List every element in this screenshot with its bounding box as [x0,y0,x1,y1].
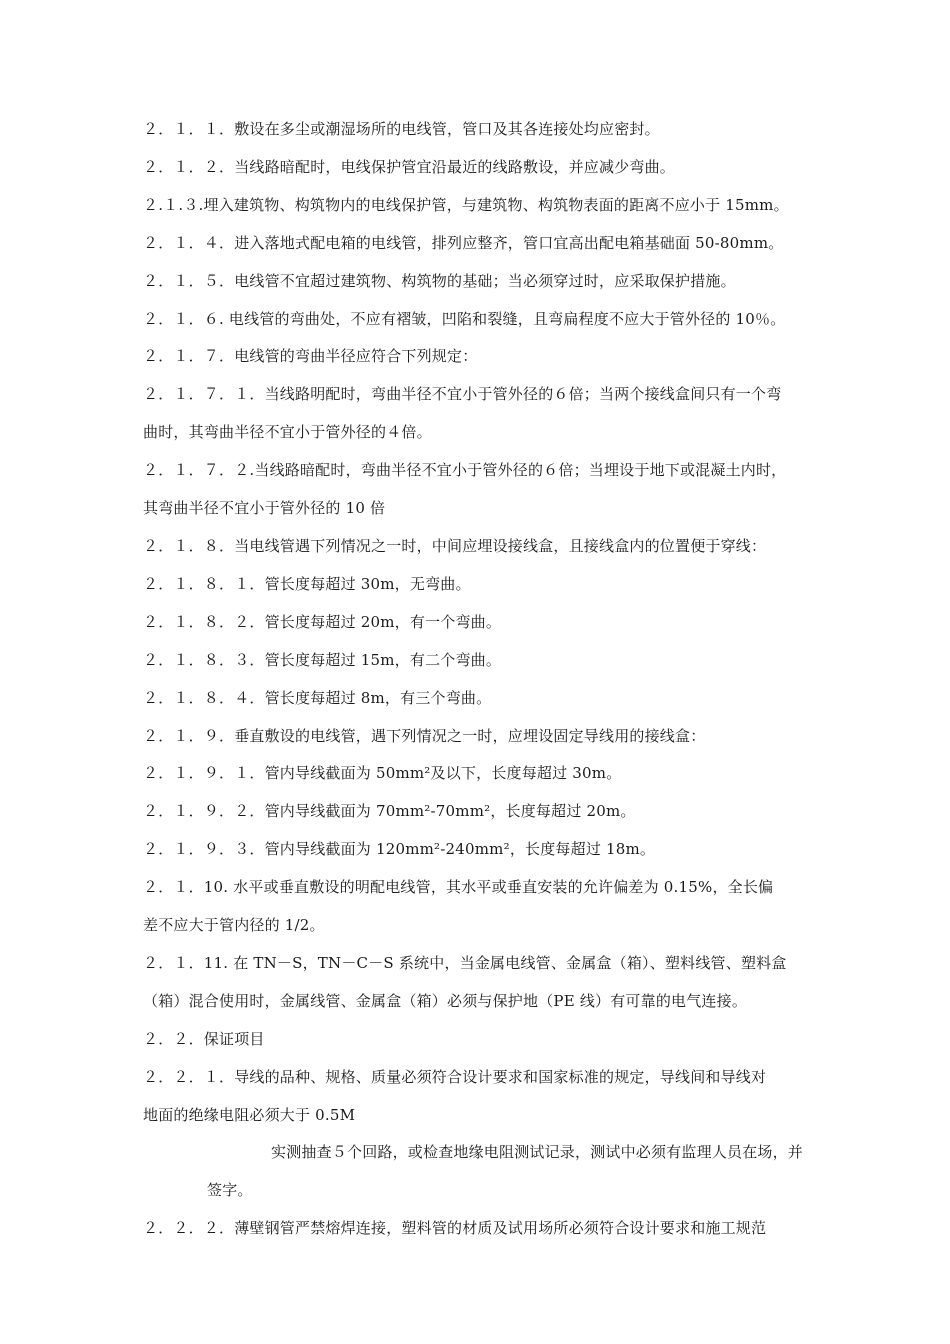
text-line: ２．１．７．电线管的弯曲半径应符合下列规定： [143,347,478,366]
paragraph-p-2-1-8-1 [143,566,808,604]
text-line: ２．１．６. 电线管的弯曲处，不应有褶皱，凹陷和裂缝，且弯扁程度不应大于管外径的 10％。 [143,309,786,328]
text-line: 地面的绝缘电阻必须大于 0.5M [143,1105,356,1124]
text-line: ２．１．10. 水平或垂直敷设的明配电线管，其水平或垂直安装的允许偏差为 0.15%，全长偏 [143,878,774,897]
text-line: ２．１．４．进入落地式配电箱的电线管，排列应整齐，管口宜高出配电箱基础面 50-80mm。 [143,233,784,252]
text-line: ２．１．９．垂直敷设的电线管，遇下列情况之一时，应埋设固定导线用的接线盒： [143,726,706,745]
paragraph-p-2-1-9-3 [143,831,808,869]
paragraph-p-2-1-10 [143,869,808,945]
text-line: 差不应大于管内径的 1/2。 [143,916,325,935]
text-line: ２．１．２．当线路暗配时，电线保护管宜沿最近的线路敷设，并应减少弯曲。 [143,157,676,176]
text-line: ２．１．８．当电线管遇下列情况之一时，中间应埋设接线盒，且接线盒内的位置便于穿线： [143,536,767,555]
text-line: ２．１．９．１．管内导线截面为 50mm²及以下，长度每超过 30m。 [143,764,622,783]
paragraph-p-2-2 [143,1021,808,1059]
text-line: ２．１．９．２．管内导线截面为 70mm²-70mm²，长度每超过 20m。 [143,802,636,821]
text-line: 签字。 [207,1181,253,1200]
text-line: ２．１．８．３．管长度每超过 15m，有二个弯曲。 [143,650,502,669]
paragraph-p-2-1-6 [143,301,808,339]
text-line: ２．１．８．２．管长度每超过 20m，有一个弯曲。 [143,612,502,631]
text-line: ２．１．８．１．管长度每超过 30m，无弯曲。 [143,574,471,593]
paragraph-p-2-1-9 [143,718,808,756]
text-line: （箱）混合使用时，金属线管、金属盒（箱）必须与保护地（PE 线）有可靠的电气连接。 [143,991,748,1010]
paragraph-p-2-1-5 [143,263,808,301]
paragraph-p-2-1-11 [143,945,808,1021]
text-line: ２．１．５．电线管不宜超过建筑物、构筑物的基础；当必须穿过时，应采取保护措施。 [143,271,736,290]
paragraph-p-2-1-8-2 [143,604,808,642]
paragraph-p-2-1-7-2 [143,452,808,528]
paragraph-p-2-1-7-1 [143,376,808,452]
text-line: ２．２．１．导线的品种、规格、质量必须符合设计要求和国家标准的规定，导线间和导线对 [143,1067,767,1086]
paragraph-p-2-2-1 [143,1059,808,1135]
text-line: 曲时，其弯曲半径不宜小于管外径的４倍。 [143,423,432,442]
text-line: ２．１．８．４．管长度每超过 8m，有三个弯曲。 [143,688,492,707]
paragraph-p-2-2-1-note [143,1134,808,1210]
paragraph-p-2-1-3 [143,187,808,225]
paragraph-p-2-1-1 [143,111,808,149]
paragraph-p-2-1-9-1 [143,755,808,793]
text-line: ２．１．７．１．当线路明配时，弯曲半径不宜小于管外径的６倍；当两个接线盒间只有一个弯 [143,385,782,404]
text-line: ２．１．１．敷设在多尘或潮湿场所的电线管，管口及其各连接处均应密封。 [143,120,660,138]
paragraph-p-2-1-8-4 [143,680,808,718]
paragraph-p-2-1-7 [143,338,808,376]
text-line: ２．１．７．２.当线路暗配时，弯曲半径不宜小于管外径的６倍；当埋设于地下或混凝土内时， [143,461,787,480]
paragraph-p-2-1-4 [143,225,808,263]
text-line: ２．２．２．薄壁钢管严禁熔焊连接，塑料管的材质及试用场所必须符合设计要求和施工规范 [143,1219,767,1238]
text-line: ２．１．９．３．管内导线截面为 120mm²-240mm²，长度每超过 18m。 [143,840,656,859]
text-line: 实测抽查５个回路，或检查地缘电阻测试记录，测试中必须有监理人员在场，并 [271,1143,804,1162]
text-line: ２．１．11. 在 TN－S，TN－C－S 系统中，当金属电线管、金属盒（箱）、塑料线管、塑料盒 [143,953,787,972]
text-line: 其弯曲半径不宜小于管外径的 10 倍 [143,499,386,518]
text-line: ２.１.３.埋入建筑物、构筑物内的电线保护管，与建筑物、构筑物表面的距离不应小于 15mm。 [143,195,789,214]
paragraph-p-2-1-8-3 [143,642,808,680]
paragraph-p-2-1-9-2 [143,793,808,831]
document-body [143,111,808,1248]
text-line: ２．２．保证项目 [143,1029,265,1048]
paragraph-p-2-2-2 [143,1210,808,1248]
paragraph-p-2-1-2 [143,149,808,187]
paragraph-p-2-1-8 [143,528,808,566]
